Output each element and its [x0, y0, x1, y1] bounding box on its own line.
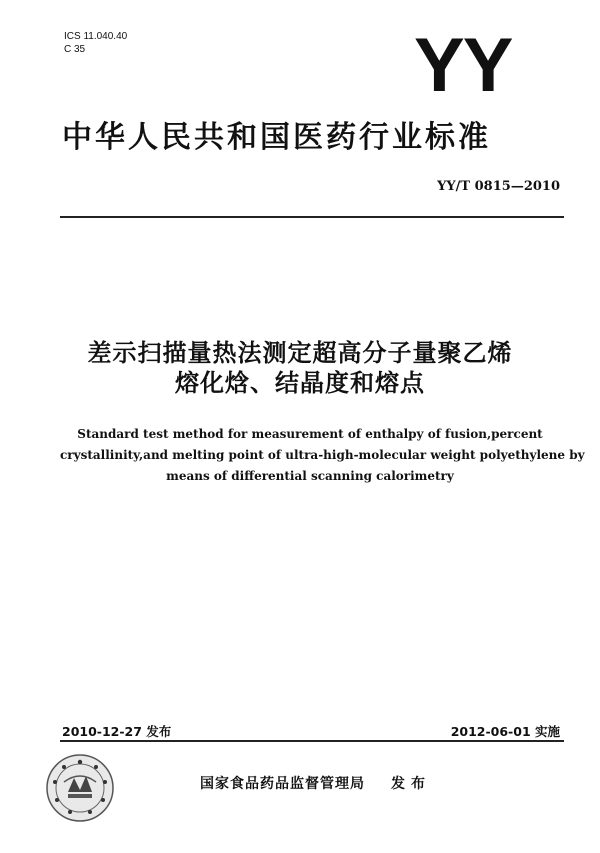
classification-codes: [64, 30, 127, 56]
issue-date: 2010-12-27 发布: [62, 724, 172, 739]
title-zh-line2: 熔化焓、结晶度和熔点: [175, 369, 425, 397]
standard-number: YY/T 0815—2010: [437, 179, 560, 194]
title-en: [60, 424, 585, 487]
publisher-seal-emblem: [44, 752, 116, 824]
publisher-action: 发布: [391, 776, 431, 792]
title-zh-line1: 差示扫描量热法测定超高分子量聚乙烯: [87, 339, 513, 367]
title-en-line1: Standard test method for measurement of enthalpy of fusion,percent: [77, 427, 543, 441]
implementation-date: 2012-06-01 实施: [450, 724, 560, 739]
ics-code: ICS 11.040.40: [64, 31, 128, 42]
publisher-name: 国家食品药品监督管理局: [200, 776, 365, 792]
publisher-line: [200, 773, 431, 793]
title-en-line3: means of differential scanning calorimetry: [166, 469, 454, 483]
ccs-code: C 35: [64, 44, 86, 55]
top-divider: [60, 216, 564, 218]
organization-title: 中华人民共和国医药行业标准: [62, 120, 491, 155]
standard-logo: YY: [414, 23, 512, 108]
title-en-line2: crystallinity,and melting point of ultra-high-molecular weight polyethylene by: [60, 448, 585, 462]
bottom-divider: [60, 740, 564, 742]
